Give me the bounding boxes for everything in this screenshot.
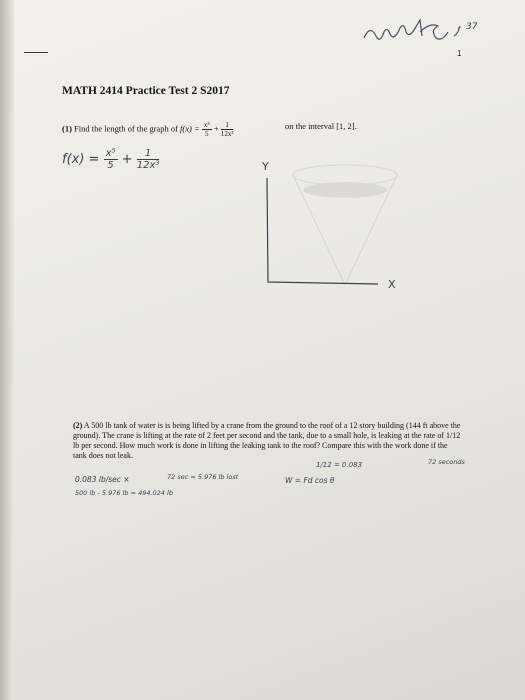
- y-axis-label: Y: [262, 160, 269, 173]
- handwriting-rate-product: 0.083 lb/sec ×: [75, 475, 130, 484]
- handwriting-seconds: 72 seconds: [428, 458, 465, 466]
- question-2: [73, 421, 463, 461]
- handwriting-remaining: 500 lb - 5.976 lb = 494.024 lb: [75, 489, 173, 497]
- question-1-term1: $\frac{\text{x⁵}}{5}$: [203, 121, 210, 138]
- question-1-fx: f(x) =: [180, 123, 200, 134]
- question-1-text: Find the length of the graph of: [74, 123, 178, 134]
- question-1-term2: $\frac{1}{\text{12x³}}$: [220, 121, 234, 138]
- question-2-number: (2): [73, 421, 83, 430]
- corner-rule: [24, 52, 48, 53]
- question-1-number: (1): [62, 123, 72, 134]
- page-number: 1: [457, 49, 462, 58]
- test-title: MATH 2414 Practice Test 2 S2017: [62, 85, 230, 97]
- handwriting-lost: 72 sec = 5.976 lb lost: [167, 473, 239, 481]
- signature-number: 37: [466, 22, 478, 32]
- page-edge-shadow: [0, 0, 14, 700]
- question-1: [62, 121, 233, 138]
- question-2-text: A 500 lb tank of water is is being lifted by a crane from the ground to the roof of a 12 story building (144 ft above the ground). The crane is lifting at the rate of 2 feet per second and the tank, due to a small hole, is leaking at the rate of 1/12 lb per second. How much work is done in lifting the leaking tank to the roof? Compare this with the work done if the tank does not leak.: [73, 421, 461, 460]
- handwritten-function: f(x) = $\frac{\text{x⁵}}{5}$ + $\frac{1}{\text{12x³}}$: [62, 148, 160, 171]
- x-axis-label: X: [388, 278, 396, 291]
- handwriting-rate: 1/12 = 0.083: [316, 461, 363, 469]
- hand-drawn-axes: [250, 160, 410, 300]
- handwriting-work-formula: W = Fd cos θ: [285, 476, 335, 485]
- question-1-interval: on the interval [1, 2].: [285, 121, 357, 131]
- question-1-plus: +: [213, 123, 219, 134]
